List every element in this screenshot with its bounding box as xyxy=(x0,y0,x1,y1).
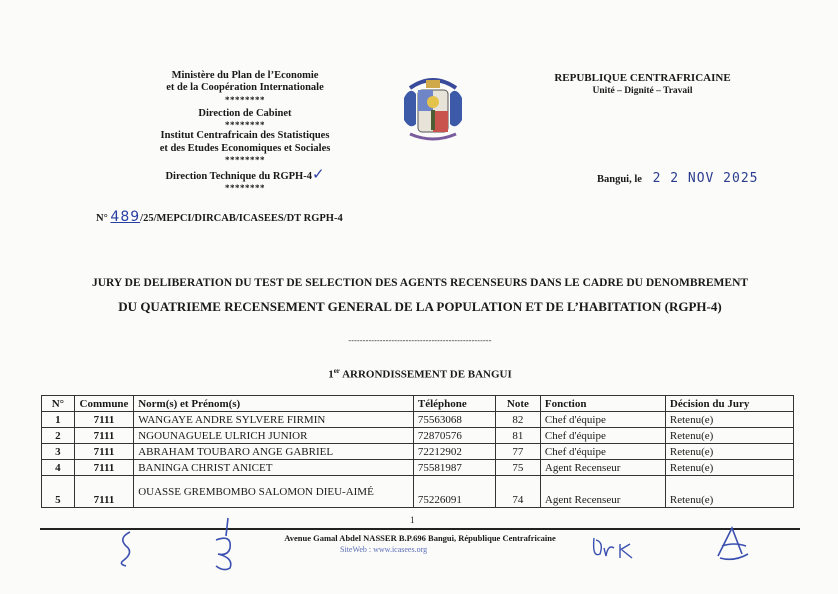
ref-suffix: /25/MEPCI/DIRCAB/ICASEES/DT RGPH-4 xyxy=(140,213,343,224)
table-row xyxy=(42,476,794,508)
ref-prefix: N° xyxy=(96,213,108,224)
col-header-commune: Commune xyxy=(74,396,133,412)
cell-decision: Retenu(e) xyxy=(665,460,793,476)
cell-decision: Retenu(e) xyxy=(665,412,793,428)
separator: ******** xyxy=(225,94,265,105)
cell-phone: 75226091 xyxy=(413,476,495,508)
cell-number: 1 xyxy=(42,412,75,428)
initials-mark: ✓ xyxy=(311,165,325,184)
col-header-decision: Décision du Jury xyxy=(665,396,793,412)
cell-score: 81 xyxy=(495,428,540,444)
table-row xyxy=(42,444,794,460)
cell-commune: 7111 xyxy=(74,460,133,476)
cell-name: NGOUNAGUELE ULRICH JUNIOR xyxy=(134,428,414,444)
signature-mark-3 xyxy=(590,532,636,562)
signature-mark-1 xyxy=(112,528,142,568)
signature-mark-4 xyxy=(712,524,752,564)
institute-line2: et des Etudes Economiques et Sociales xyxy=(159,142,331,154)
cell-commune: 7111 xyxy=(74,412,133,428)
divider-dashes: -------------------------------------------------- xyxy=(348,336,492,345)
separator: ******** xyxy=(225,155,265,166)
country-motto: Unité – Dignité – Travail xyxy=(592,86,693,96)
ministry-line1: Ministère du Plan de l’Economie xyxy=(171,70,319,81)
coat-of-arms-emblem xyxy=(402,68,464,148)
cell-decision: Retenu(e) xyxy=(665,444,793,460)
cell-score: 82 xyxy=(495,412,540,428)
cell-name: ABRAHAM TOUBARO ANGE GABRIEL xyxy=(134,444,414,460)
cell-commune: 7111 xyxy=(74,444,133,460)
cell-function: Agent Recenseur xyxy=(540,476,665,508)
cell-commune: 7111 xyxy=(74,428,133,444)
footer-address: Avenue Gamal Abdel NASSER B.P.696 Bangui, République Centrafricaine xyxy=(284,533,556,543)
subtitle-sup: er xyxy=(333,367,340,375)
col-header-number: N° xyxy=(42,396,75,412)
subtitle-pre: 1 xyxy=(328,368,334,381)
issuer-block xyxy=(130,70,360,193)
cell-number: 4 xyxy=(42,460,75,476)
cell-commune: 7111 xyxy=(74,476,133,508)
cell-function: Agent Recenseur xyxy=(540,460,665,476)
cell-function: Chef d'équipe xyxy=(540,444,665,460)
cell-number: 5 xyxy=(42,476,75,508)
col-header-name: Norm(s) et Prénom(s) xyxy=(134,396,414,412)
cell-number: 2 xyxy=(42,428,75,444)
cell-phone: 72870576 xyxy=(413,428,495,444)
separator: ******** xyxy=(225,120,265,131)
ref-number: 489 xyxy=(110,209,141,225)
cell-phone: 75563068 xyxy=(413,412,495,428)
page-number: 1 xyxy=(410,515,415,525)
table-header-row xyxy=(42,396,794,412)
footer-website: SiteWeb : www.icasees.org xyxy=(340,545,428,554)
cell-decision: Retenu(e) xyxy=(665,428,793,444)
table-row xyxy=(42,428,794,444)
cell-name: WANGAYE ANDRE SYLVERE FIRMIN xyxy=(134,412,414,428)
ministry-line2: et de la Coopération Internationale xyxy=(166,82,324,94)
date-stamp: 2 2 NOV 2025 xyxy=(652,171,759,186)
cabinet: Direction de Cabinet xyxy=(198,107,292,119)
cell-function: Chef d'équipe xyxy=(540,412,665,428)
cell-name: BANINGA CHRIST ANICET xyxy=(134,460,414,476)
cell-score: 77 xyxy=(495,444,540,460)
cell-phone: 75581987 xyxy=(413,460,495,476)
reference-number xyxy=(96,209,343,225)
institute-line1: Institut Centrafricain des Statistiques xyxy=(160,130,330,142)
table-row xyxy=(42,460,794,476)
col-header-score: Note xyxy=(495,396,540,412)
footer-rule xyxy=(40,528,800,530)
results-table xyxy=(41,395,794,508)
cell-score: 74 xyxy=(495,476,540,508)
date-line xyxy=(597,171,758,186)
col-header-phone: Téléphone xyxy=(413,396,495,412)
cell-phone: 72212902 xyxy=(413,444,495,460)
cell-number: 3 xyxy=(42,444,75,460)
document-title-line2: DU QUATRIEME RECENSEMENT GENERAL DE LA POPULATION ET DE L’HABITATION (RGPH-4) xyxy=(118,299,722,314)
signature-mark-2 xyxy=(208,516,242,572)
technical-direction: Direction Technique du RGPH-4 xyxy=(165,171,312,183)
document-title-line1: JURY DE DELIBERATION DU TEST DE SELECTION DES AGENTS RECENSEURS DANS LE CADRE DU DENOMBREMENT xyxy=(91,277,749,289)
section-subtitle xyxy=(30,367,810,381)
country-name: REPUBLIQUE CENTRAFRICAINE xyxy=(554,72,731,84)
cell-decision: Retenu(e) xyxy=(665,476,793,508)
country-block xyxy=(535,72,750,96)
date-label: Bangui, le xyxy=(597,174,642,185)
separator: ******** xyxy=(225,183,265,194)
cell-score: 75 xyxy=(495,460,540,476)
subtitle-post: ARRONDISSEMENT DE BANGUI xyxy=(339,368,512,381)
col-header-function: Fonction xyxy=(540,396,665,412)
table-row xyxy=(42,412,794,428)
cell-function: Chef d'équipe xyxy=(540,428,665,444)
cell-name: OUASSE GREMBOMBO SALOMON DIEU-AIMÉ xyxy=(134,476,414,508)
